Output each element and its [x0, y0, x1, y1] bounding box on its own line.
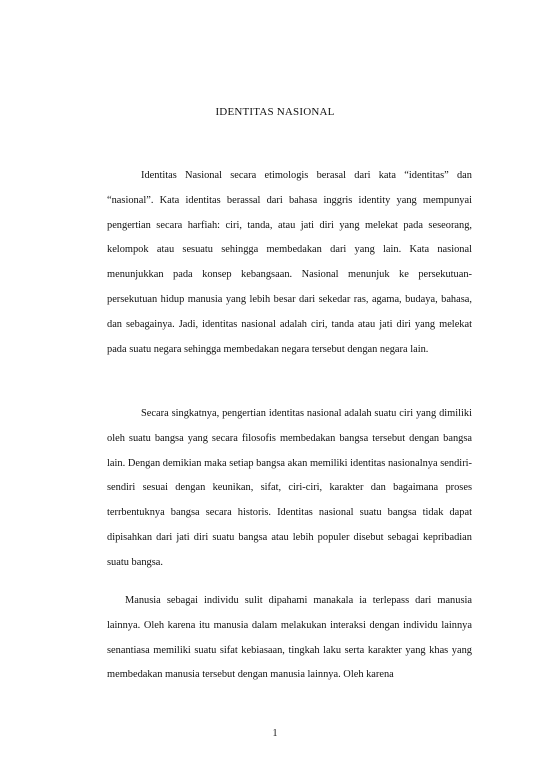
paragraph-3	[107, 589, 472, 688]
document-title: IDENTITAS NASIONAL	[215, 106, 335, 118]
page-number: 1	[272, 728, 278, 739]
paragraph-1	[107, 164, 472, 362]
paragraph-1-text: Identitas Nasional secara etimologis berasal dari kata “identitas” dan “nasional”. Kata identitas berassal dari bahasa inggris identity yang mempunyai pengertian secara harfiah: ciri, tanda, atau jati diri yang melekat pada seseorang, kelompok atau sesuatu sehingga membedakan dari yang lain. Kata nasional menunjukkan pada konsep kebangsaan. Nasional menunjuk ke persekutuan-persekutuan hidup manusia yang lebih besar dari sekedar ras, agama, budaya, bahasa, dan sebagainya. Jadi, identitas nasional adalah ciri, tanda atau jati diri yang melekat pada suatu negara sehingga membedakan negara tersebut dengan negara lain.	[107, 170, 472, 355]
paragraph-2	[107, 402, 472, 576]
paragraph-3-text: Manusia sebagai individu sulit dipahami manakala ia terlepass dari manusia lainnya. Oleh karena itu manusia dalam melakukan interaksi dengan individu lainnya senantiasa memiliki suatu sifat kebiasaan, tingkah laku serta karakter yang khas yang membedakan manusia tersebut dengan manusia lainnya. Oleh karena	[107, 595, 472, 681]
paragraph-2-text: Secara singkatnya, pengertian identitas nasional adalah suatu ciri yang dimiliki oleh suatu bangsa yang secara filosofis membedakan bangsa tersebut dengan bangsa lain. Dengan demikian maka setiap bangsa akan memiliki identitas nasionalnya sendiri-sendiri sesuai dengan keunikan, sifat, ciri-ciri, karakter dan bagaimana proses terrbentuknya bangsa secara historis. Identitas nasional suatu bangsa tidak dapat dipisahkan dari jati diri suatu bangsa atau lebih populer disebut sebagai kepribadian suatu bangsa.	[107, 408, 472, 568]
